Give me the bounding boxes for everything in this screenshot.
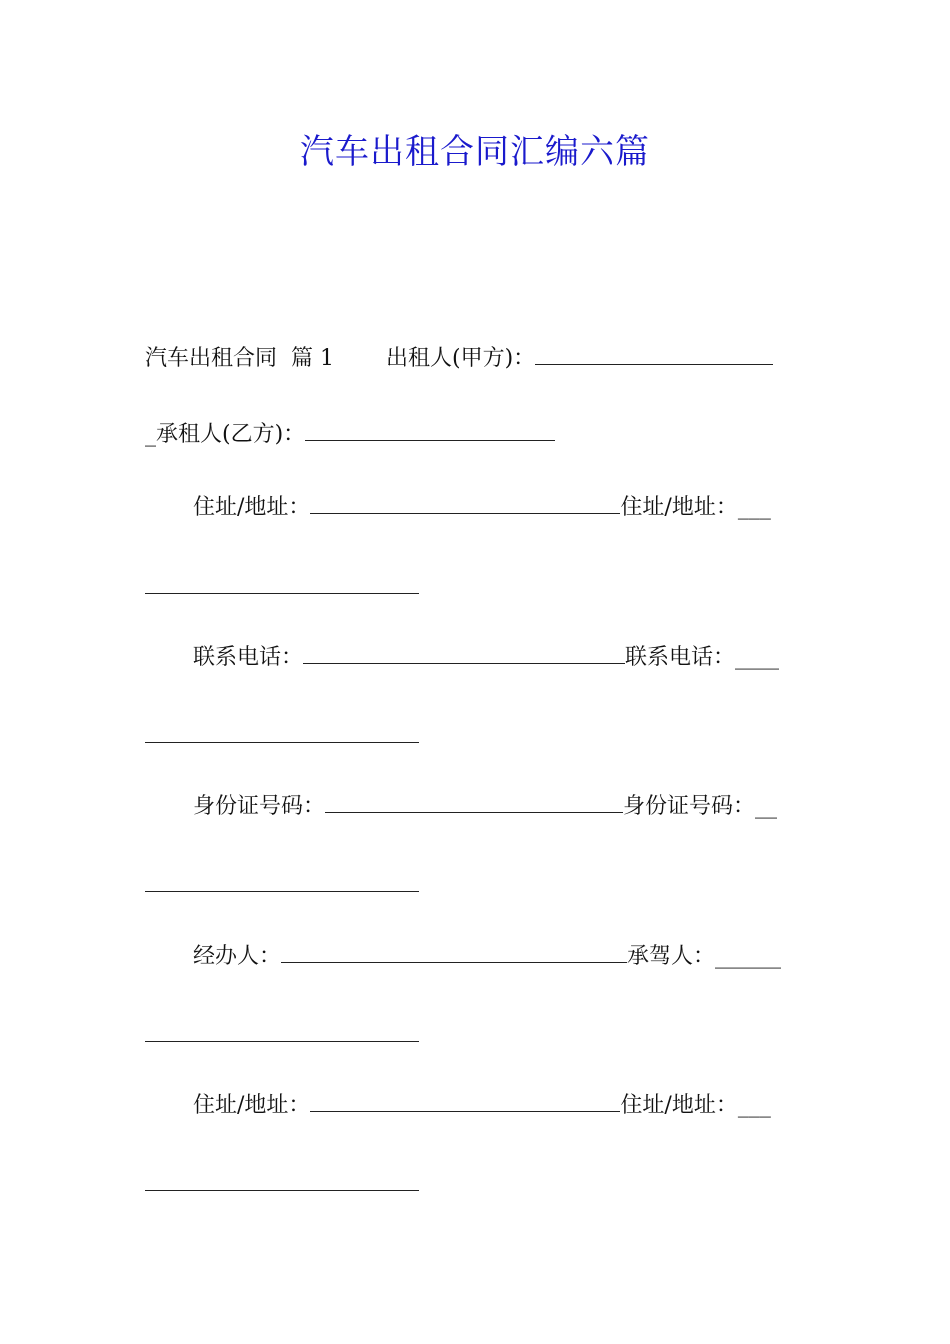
agent-address-blank[interactable]: [310, 1089, 620, 1112]
section-label: 篇 1: [291, 346, 335, 371]
lessor-phone-blank[interactable]: [303, 641, 625, 664]
agent-row: [193, 940, 781, 973]
driver-address-blank[interactable]: [145, 1190, 419, 1191]
intro-line: [145, 342, 773, 375]
lessee-phone-blank[interactable]: [145, 742, 419, 743]
lessee-address-blank[interactable]: [145, 593, 419, 594]
id-row: [193, 790, 777, 823]
lessor-address-label: 住址/地址：: [193, 495, 311, 520]
lessee-id-blank[interactable]: [145, 891, 419, 892]
lessor-phone-label: 联系电话：: [193, 645, 304, 670]
lessee-label: 承租人(乙方)：: [156, 422, 306, 447]
lessor-blank[interactable]: [535, 342, 773, 365]
agent-blank[interactable]: [281, 940, 627, 963]
address-row-2: [193, 1089, 771, 1122]
driver-address-label: 住址/地址：___: [620, 1093, 771, 1118]
contract-heading: 汽车出租合同: [145, 346, 278, 371]
lessor-id-label: 身份证号码：: [193, 794, 326, 819]
lessee-blank[interactable]: [305, 418, 555, 441]
driver-blank[interactable]: [145, 1041, 419, 1042]
agent-address-label: 住址/地址：: [193, 1093, 311, 1118]
lessee-line: [145, 418, 555, 451]
document-title: 汽车出租合同汇编六篇: [300, 132, 650, 172]
lessee-prefix: _: [145, 422, 156, 447]
lessee-address-label: 住址/地址：___: [620, 495, 771, 520]
lessor-label: 出租人(甲方)：: [386, 346, 536, 371]
address-row: [193, 491, 771, 524]
lessor-id-blank[interactable]: [325, 790, 623, 813]
driver-label: 承驾人：______: [627, 944, 782, 969]
lessor-address-blank[interactable]: [310, 491, 620, 514]
agent-label: 经办人：: [193, 944, 282, 969]
lessee-id-label: 身份证号码：__: [623, 794, 778, 819]
lessee-phone-label: 联系电话：____: [625, 645, 780, 670]
phone-row: [193, 641, 779, 674]
